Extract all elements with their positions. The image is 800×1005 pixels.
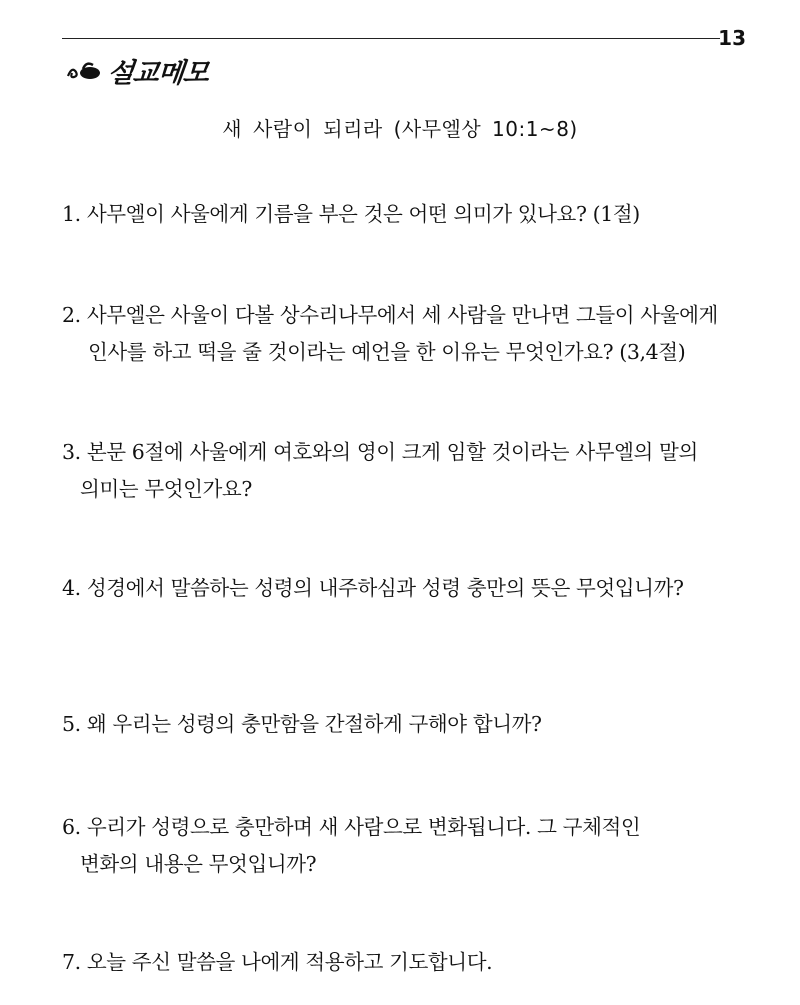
- question-text: 4. 성경에서 말씀하는 성령의 내주하심과 성령 충만의 뜻은 무엇입니까?: [62, 576, 684, 600]
- question-3: [62, 434, 762, 508]
- sermon-title: 새 사람이 되리라 (사무엘상 10:1~8): [222, 117, 578, 141]
- question-1: [62, 196, 762, 233]
- header-rule: [62, 38, 720, 39]
- question-text-continued: 의미는 무엇인가요?: [80, 477, 252, 501]
- question-text: 7. 오늘 주신 말씀을 나에게 적용하고 기도합니다.: [62, 950, 493, 974]
- question-text: 6. 우리가 성령으로 충만하며 새 사람으로 변화됩니다. 그 구체적인: [62, 815, 641, 839]
- pen-icon: [66, 58, 102, 82]
- question-4: [62, 570, 762, 607]
- question-text: 1. 사무엘이 사울에게 기름을 부은 것은 어떤 의미가 있나요? (1절): [62, 202, 640, 226]
- question-7: [62, 944, 762, 981]
- question-2: [62, 297, 762, 371]
- page-number: 13: [718, 26, 746, 50]
- question-text: 3. 본문 6절에 사울에게 여호와의 영이 크게 임할 것이라는 사무엘의 말의: [62, 440, 698, 464]
- question-text: 2. 사무엘은 사울이 다볼 상수리나무에서 세 사람을 만나면 그들이 사울에게: [62, 303, 718, 327]
- question-text-continued: 변화의 내용은 무엇입니까?: [80, 852, 317, 876]
- question-text-continued: 인사를 하고 떡을 줄 것이라는 예언을 한 이유는 무엇인가요? (3,4절): [88, 340, 686, 364]
- question-text: 5. 왜 우리는 성령의 충만함을 간절하게 구해야 합니까?: [62, 712, 542, 736]
- question-5: [62, 706, 762, 743]
- memo-title: 설교메모: [106, 57, 210, 89]
- question-6: [62, 809, 762, 883]
- memo-header: [66, 50, 208, 90]
